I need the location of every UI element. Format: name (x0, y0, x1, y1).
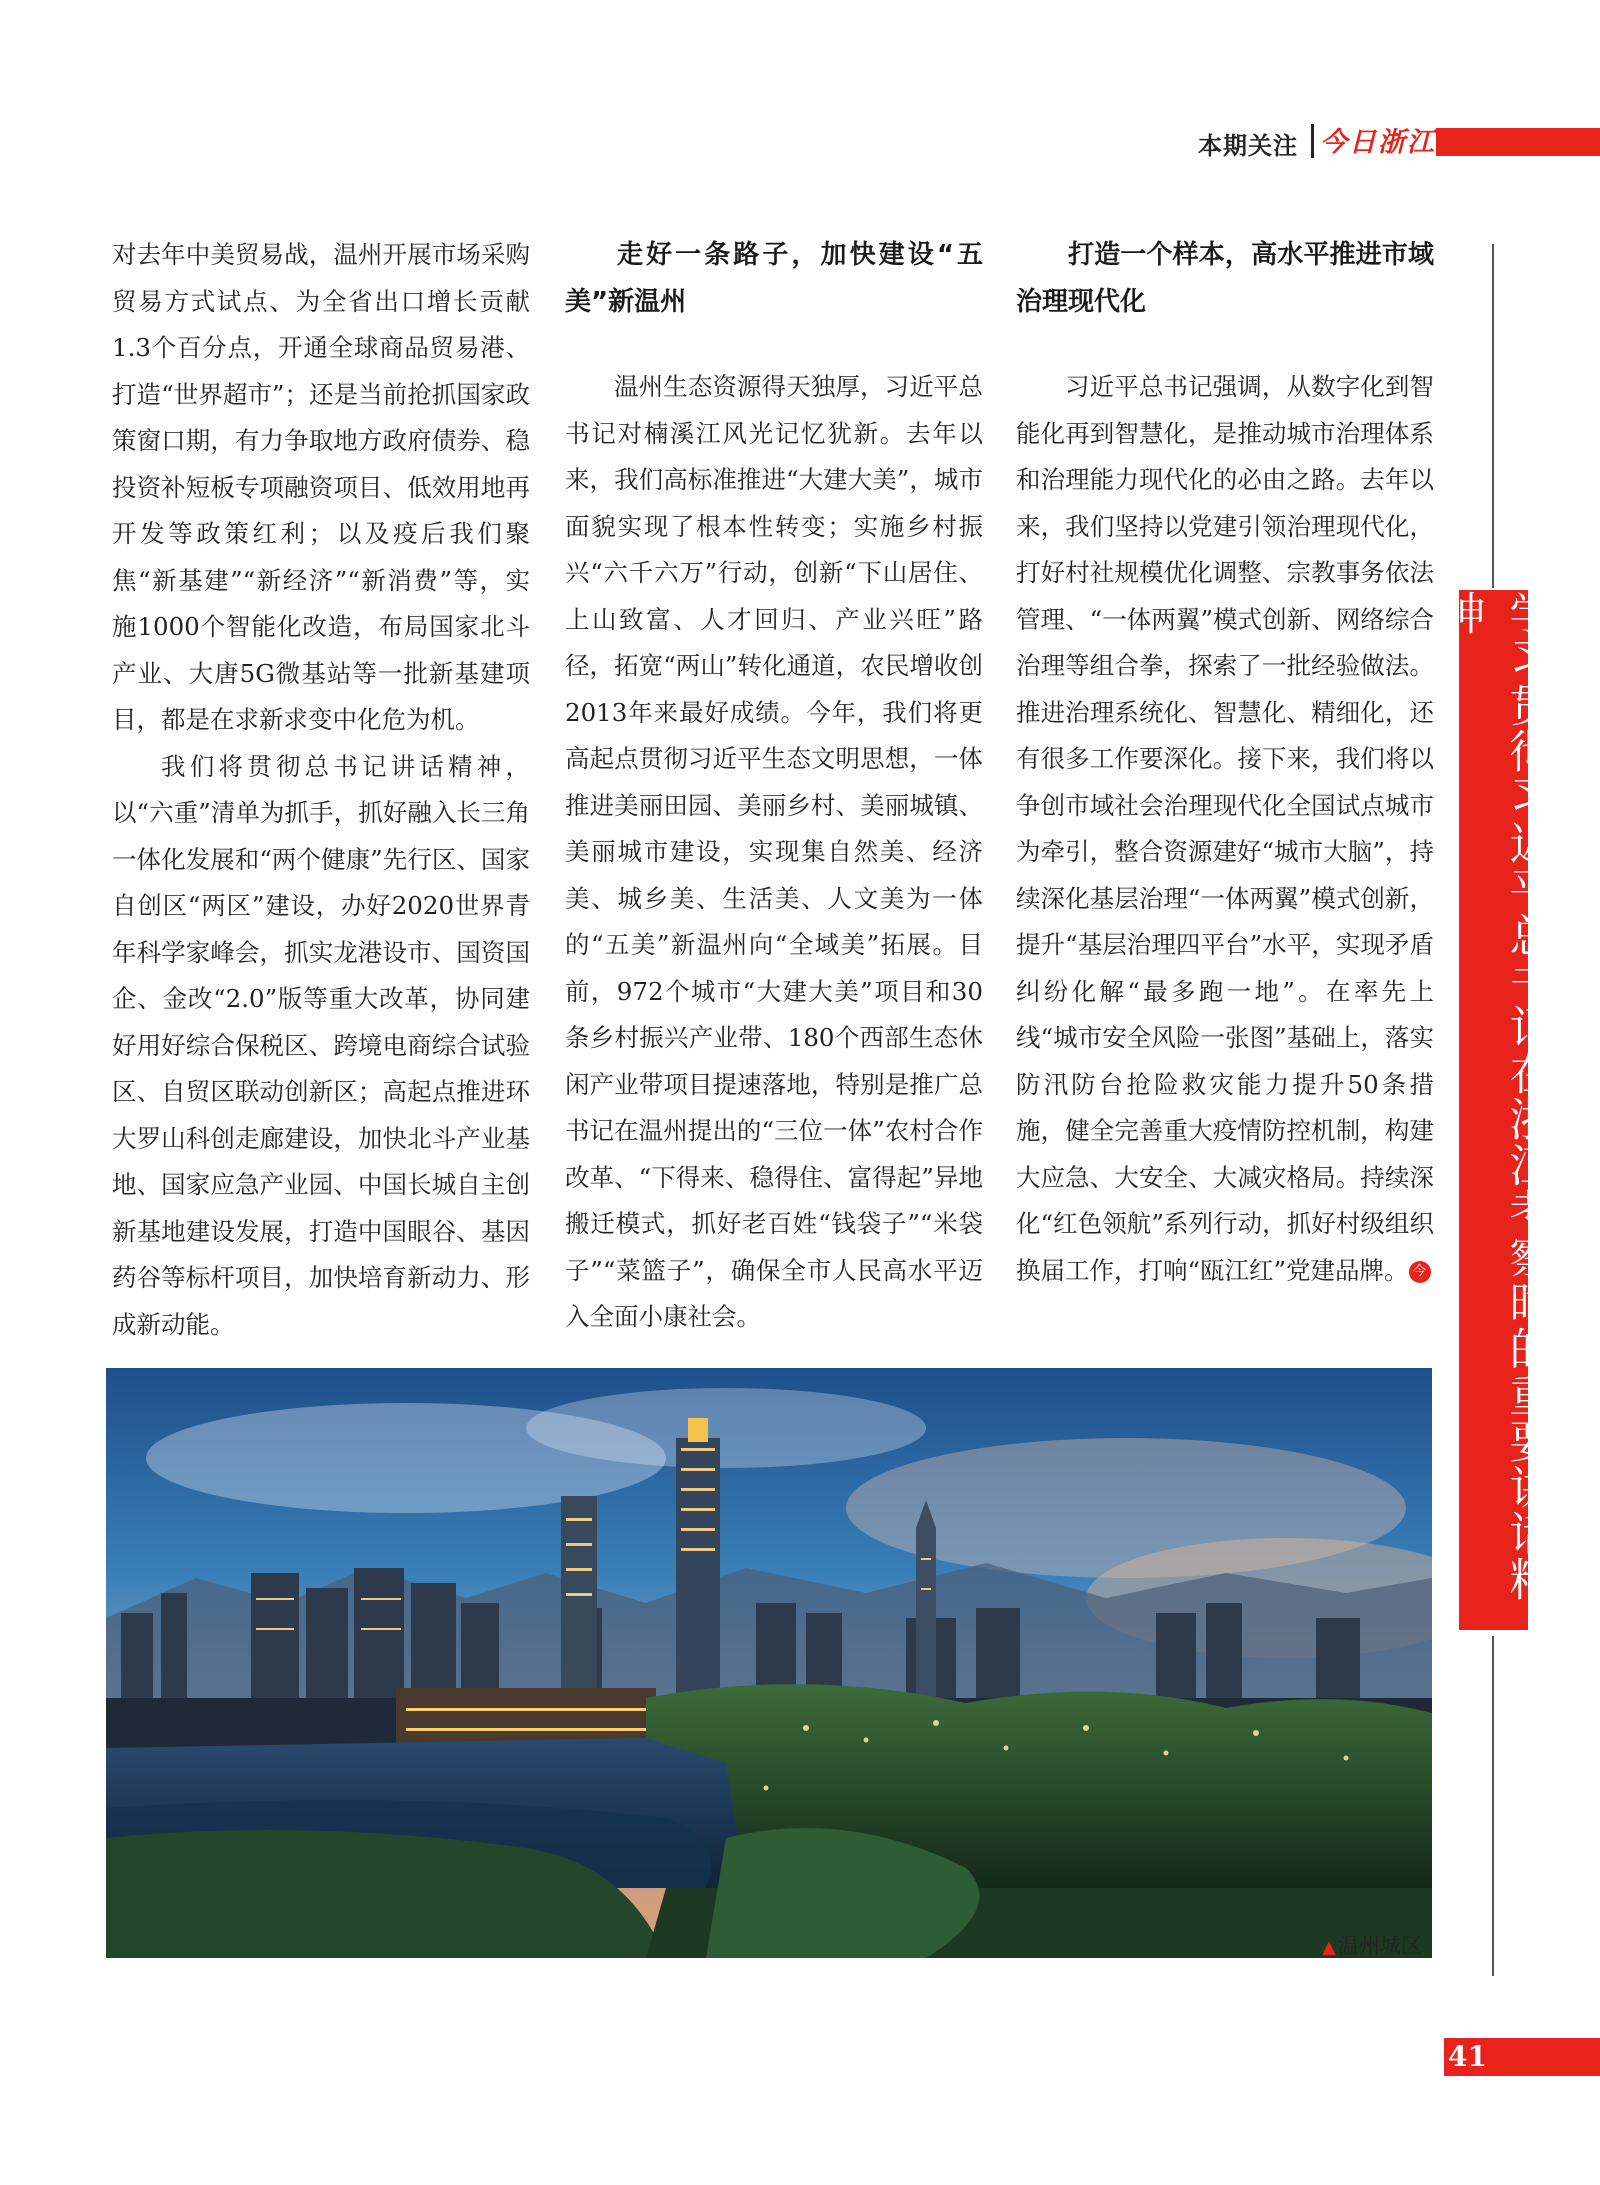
city-skyline-illustration (106, 1368, 1432, 1958)
header-section-label: 本期关注 (1198, 132, 1298, 160)
article-column-1 (112, 232, 530, 1348)
col2-heading: 走好一条路子，加快建设“五美”新温州 (565, 240, 983, 317)
side-rule-top (1492, 244, 1494, 588)
side-rule-bottom (1492, 1636, 1494, 1976)
col3-heading: 打造一个样本，高水平推进市域治理现代化 (1016, 240, 1434, 317)
col1-paragraph-2: 我们将贯彻总书记讲话精神，以“六重”清单为抓手，抓好融入长三角一体化发展和“两个健康”先行区、国家自创区“两区”建设，办好2020世界青年科学家峰会，抓实龙港设市、国资国企、金改“2.0”版等重大改革，协同建好用好综合保税区、跨境电商综合试验区、自贸区联动创新区；高起点推进环大罗山科创走廊建设，加快北斗产业基地、国家应急产业园、中国长城自主创新基地建设发展，打造中国眼谷、基因药谷等标杆项目，加快培育新动力、形成新动能。 (112, 751, 530, 1339)
article-column-2 (565, 232, 983, 1341)
city-photo (106, 1368, 1432, 1958)
article-end-mark-icon: 今 (1409, 1261, 1431, 1283)
photo-caption-text: 温州城区 (1337, 1934, 1422, 1958)
col1-paragraph-1: 对去年中美贸易战，温州开展市场采购贸易方式试点、为全省出口增长贡献1.3个百分点，开通全球商品贸易港、打造“世界超市”；还是当前抢抓国家政策窗口期，有力争取地方政府债券、稳投资补短板专项融资项目、低效用地再开发等政策红利；以及疫后我们聚焦“新基建”“新经济”“新消费”等，实施1000个智能化改造，布局国家北斗产业、大唐5G微基站等一批新基建项目，都是在求新求变中化危为机。 (112, 240, 530, 734)
caption-triangle-icon: ▲ (1322, 1937, 1336, 1958)
article-column-3 (1016, 232, 1434, 1294)
page-number: 41 (1448, 2040, 1487, 2073)
col3-paragraph-text: 习近平总书记强调，从数字化到智能化再到智慧化，是推动城市治理体系和治理能力现代化的必由之路。去年以来，我们坚持以党建引领治理现代化，打好村社规模优化调整、宗教事务依法管理、“一体两翼”模式创新、网络综合治理等组合拳，探索了一批经验做法。推进治理系统化、智慧化、精细化，还有很多工作要深化。接下来，我们将以争创市域社会治理现代化全国试点城市为牵引，整合资源建好“城市大脑”，持续深化基层治理“一体两翼”模式创新，提升“基层治理四平台”水平，实现矛盾纠纷化解“最多跑一地”。在率先上线“城市安全风险一张图”基础上，落实防汛防台抢险救灾能力提升50条措施，健全完善重大疫情防控机制，构建大应急、大安全、大减灾格局。持续深化“红色领航”系列行动，抓好村级组织换届工作，打响“瓯江红”党建品牌。 (1016, 372, 1434, 1285)
side-banner (1432, 590, 1555, 1630)
col2-paragraph-1: 温州生态资源得天独厚，习近平总书记对楠溪江风光记忆犹新。去年以来，我们高标准推进“大建大美”，城市面貌实现了根本性转变；实施乡村振兴“六千六万”行动，创新“下山居住、上山致富、人才回归、产业兴旺”路径，拓宽“两山”转化通道，农民增收创2013年来最好成绩。今年，我们将更高起点贯彻习近平生态文明思想，一体推进美丽田园、美丽乡村、美丽城镇、美丽城市建设，实现集自然美、经济美、城乡美、生活美、人文美为一体的“五美”新温州向“全域美”拓展。目前，972个城市“大建大美”项目和30条乡村振兴产业带、180个西部生态休闲产业带项目提速落地，特别是推广总书记在温州提出的“三位一体”农村合作改革、“下得来、稳得住、富得起”异地搬迁模式，抓好老百姓“钱袋子”“米袋子”“菜篮子”，确保全市人民高水平迈入全面小康社会。 (565, 372, 983, 1331)
header-red-bar (1436, 128, 1600, 156)
side-banner-text: 学习贯彻习近平总书记在浙江考察时的重要讲话精神 (1432, 590, 1555, 1602)
header-divider (1311, 124, 1314, 158)
photo-caption (1322, 1930, 1422, 1960)
header-brand-logo: 今日浙江 (1320, 127, 1436, 158)
col3-paragraph-1 (1016, 364, 1434, 1294)
